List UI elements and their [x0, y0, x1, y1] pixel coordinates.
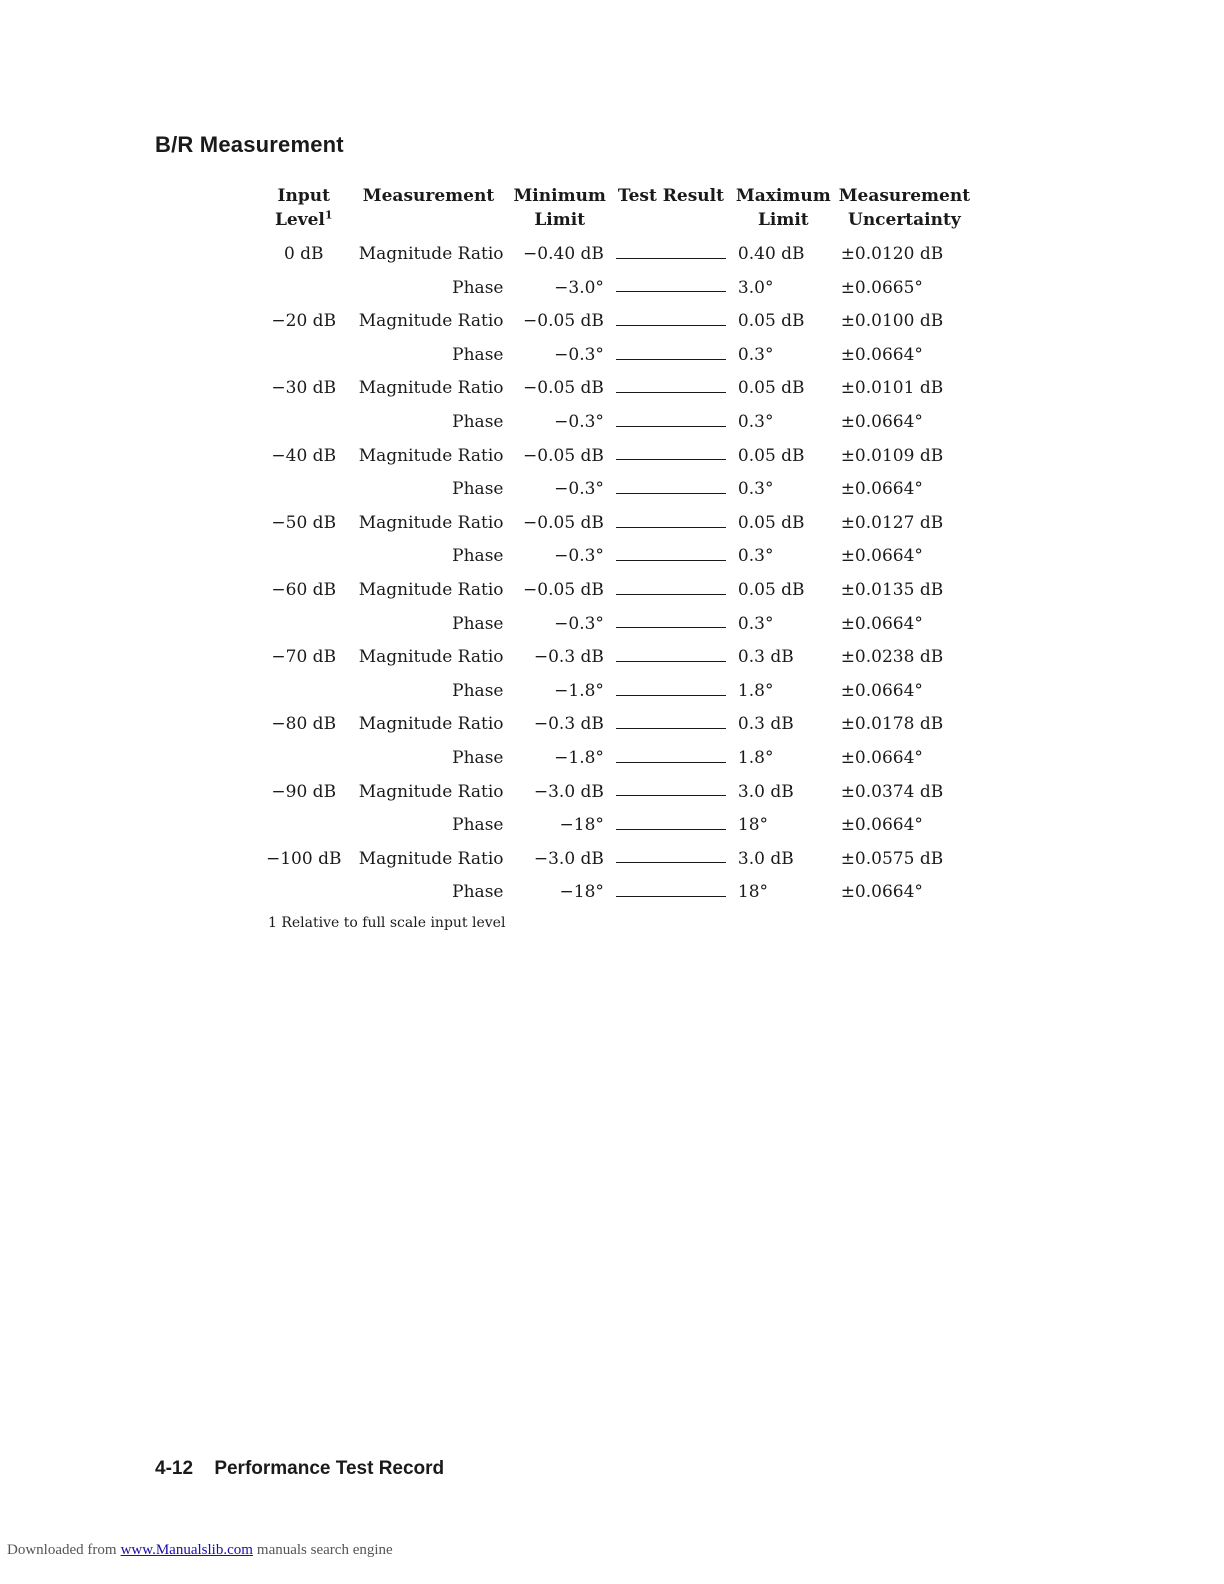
- input-level-cell: [260, 540, 347, 574]
- download-note-prefix: Downloaded from: [7, 1542, 117, 1558]
- test-result-cell[interactable]: [610, 809, 732, 843]
- measurement-cell: Phase: [452, 882, 504, 903]
- test-result-blank-line[interactable]: [616, 593, 726, 595]
- test-result-blank-line[interactable]: [616, 861, 726, 863]
- page-footer-title: Performance Test Record: [214, 1458, 445, 1479]
- maximum-limit-cell: 3.0 dB: [737, 848, 794, 869]
- maximum-limit-cell: 18°: [737, 815, 769, 836]
- uncertainty-cell: ±0.0665°: [840, 277, 923, 298]
- uncertainty-cell: ±0.0664°: [840, 815, 923, 836]
- table-header: [260, 184, 974, 238]
- header-input-level-line2: Level: [274, 210, 325, 230]
- input-level-cell: −50 dB: [271, 512, 337, 533]
- maximum-limit-cell: 0.3°: [737, 344, 774, 365]
- header-input-level: [260, 184, 347, 238]
- uncertainty-cell: ±0.0664°: [840, 613, 923, 634]
- maximum-limit-cell: 0.05 dB: [737, 579, 805, 600]
- test-result-cell[interactable]: [610, 608, 732, 642]
- table-row: [260, 372, 974, 406]
- test-result-cell[interactable]: [610, 238, 732, 272]
- input-level-cell: [260, 272, 347, 306]
- measurement-cell: Magnitude Ratio: [358, 647, 504, 668]
- measurement-cell: Magnitude Ratio: [358, 445, 504, 466]
- uncertainty-cell: ±0.0178 dB: [840, 714, 944, 735]
- test-result-blank-line[interactable]: [616, 761, 726, 763]
- table-row: [260, 473, 974, 507]
- page-footer: [155, 1458, 444, 1480]
- maximum-limit-cell: 0.05 dB: [737, 445, 805, 466]
- minimum-limit-cell: −0.05 dB: [523, 378, 604, 399]
- measurement-cell: Magnitude Ratio: [358, 714, 504, 735]
- test-result-cell[interactable]: [610, 641, 732, 675]
- measurement-cell: Phase: [452, 680, 504, 701]
- minimum-limit-cell: −0.3°: [554, 479, 604, 500]
- minimum-limit-cell: −0.3 dB: [533, 714, 604, 735]
- uncertainty-cell: ±0.0664°: [840, 680, 923, 701]
- maximum-limit-cell: 0.3°: [737, 479, 774, 500]
- table-row: [260, 440, 974, 474]
- minimum-limit-cell: −1.8°: [554, 680, 604, 701]
- input-level-cell: [260, 608, 347, 642]
- maximum-limit-cell: 3.0°: [737, 277, 774, 298]
- maximum-limit-cell: 1.8°: [737, 747, 774, 768]
- measurement-cell: Phase: [452, 747, 504, 768]
- maximum-limit-cell: 18°: [737, 882, 769, 903]
- header-uncertainty-line1: Measurement: [838, 186, 971, 206]
- br-measurement-table: [260, 184, 974, 910]
- input-level-cell: [260, 876, 347, 910]
- table-row: [260, 238, 974, 272]
- uncertainty-cell: ±0.0664°: [840, 546, 923, 567]
- table-body: [260, 238, 974, 910]
- measurement-cell: Phase: [452, 344, 504, 365]
- maximum-limit-cell: 3.0 dB: [737, 781, 794, 802]
- test-result-blank-line[interactable]: [616, 324, 726, 326]
- page-number: 4-12: [155, 1458, 194, 1479]
- table-row: [260, 339, 974, 373]
- test-result-blank-line[interactable]: [616, 492, 726, 494]
- measurement-cell: Phase: [452, 277, 504, 298]
- uncertainty-cell: ±0.0135 dB: [840, 579, 944, 600]
- header-maximum-limit-line1: Maximum: [735, 186, 831, 206]
- test-result-cell[interactable]: [610, 507, 732, 541]
- measurement-cell: Magnitude Ratio: [358, 378, 504, 399]
- header-maximum-limit-line2: Limit: [757, 210, 809, 230]
- table-row: [260, 876, 974, 910]
- input-level-cell: −90 dB: [271, 781, 337, 802]
- test-result-cell[interactable]: [610, 406, 732, 440]
- test-result-cell[interactable]: [610, 742, 732, 776]
- maximum-limit-cell: 0.3°: [737, 613, 774, 634]
- uncertainty-cell: ±0.0109 dB: [840, 445, 944, 466]
- footnote: 1 Relative to full scale input level: [268, 915, 506, 931]
- maximum-limit-cell: 0.05 dB: [737, 378, 805, 399]
- test-result-cell[interactable]: [610, 339, 732, 373]
- input-level-cell: [260, 675, 347, 709]
- minimum-limit-cell: −3.0 dB: [533, 781, 604, 802]
- minimum-limit-cell: −0.05 dB: [523, 311, 604, 332]
- section-title: B/R Measurement: [155, 132, 344, 157]
- minimum-limit-cell: −0.05 dB: [523, 445, 604, 466]
- table-row: [260, 742, 974, 776]
- test-result-cell[interactable]: [610, 708, 732, 742]
- header-minimum-limit-line1: Minimum: [513, 186, 606, 206]
- minimum-limit-cell: −18°: [559, 815, 604, 836]
- minimum-limit-cell: −0.3°: [554, 613, 604, 634]
- test-result-blank-line[interactable]: [616, 425, 726, 427]
- maximum-limit-cell: 0.3 dB: [737, 647, 794, 668]
- header-test-result: [610, 184, 732, 238]
- input-level-cell: [260, 742, 347, 776]
- header-measurement-label: Measurement: [362, 186, 495, 206]
- header-uncertainty-line2: Uncertainty: [848, 210, 961, 230]
- download-note-suffix: manuals search engine: [256, 1542, 393, 1558]
- table-row: [260, 272, 974, 306]
- test-result-cell[interactable]: [610, 473, 732, 507]
- uncertainty-cell: ±0.0127 dB: [840, 512, 944, 533]
- table-row: [260, 776, 974, 810]
- minimum-limit-cell: −3.0 dB: [533, 848, 604, 869]
- measurement-cell: Magnitude Ratio: [358, 579, 504, 600]
- minimum-limit-cell: −0.40 dB: [523, 244, 604, 264]
- input-level-cell: [260, 473, 347, 507]
- maximum-limit-cell: 1.8°: [737, 680, 774, 701]
- test-result-blank-line[interactable]: [616, 660, 726, 662]
- minimum-limit-cell: −1.8°: [554, 747, 604, 768]
- measurement-cell: Magnitude Ratio: [358, 244, 504, 264]
- uncertainty-cell: ±0.0664°: [840, 747, 923, 768]
- measurement-cell: Phase: [452, 613, 504, 634]
- header-input-level-line1: Input: [277, 186, 330, 206]
- minimum-limit-cell: −0.3°: [554, 546, 604, 567]
- header-maximum-limit: [732, 184, 835, 238]
- table-row: [260, 406, 974, 440]
- test-result-blank-line[interactable]: [616, 458, 726, 460]
- measurement-cell: Magnitude Ratio: [358, 311, 504, 332]
- table-row: [260, 809, 974, 843]
- input-level-cell: [260, 809, 347, 843]
- test-result-blank-line[interactable]: [616, 559, 726, 561]
- uncertainty-cell: ±0.0374 dB: [840, 781, 944, 802]
- table-row: [260, 843, 974, 877]
- input-level-cell: −20 dB: [271, 311, 337, 332]
- table-row: [260, 507, 974, 541]
- uncertainty-cell: ±0.0664°: [840, 882, 923, 903]
- minimum-limit-cell: −0.3 dB: [533, 647, 604, 668]
- input-level-cell: 0 dB: [283, 244, 324, 264]
- footnote-marker: 1: [324, 208, 333, 222]
- minimum-limit-cell: −18°: [559, 882, 604, 903]
- input-level-cell: −30 dB: [271, 378, 337, 399]
- minimum-limit-cell: −3.0°: [554, 277, 604, 298]
- measurement-cell: Magnitude Ratio: [358, 512, 504, 533]
- measurement-cell: Magnitude Ratio: [358, 781, 504, 802]
- test-result-blank-line[interactable]: [616, 727, 726, 729]
- test-result-cell[interactable]: [610, 675, 732, 709]
- measurement-cell: Phase: [452, 479, 504, 500]
- measurement-cell: Phase: [452, 815, 504, 836]
- measurement-cell: Magnitude Ratio: [358, 848, 504, 869]
- test-result-blank-line[interactable]: [616, 290, 726, 292]
- uncertainty-cell: ±0.0575 dB: [840, 848, 944, 869]
- input-level-cell: −40 dB: [271, 445, 337, 466]
- uncertainty-cell: ±0.0664°: [840, 479, 923, 500]
- test-result-blank-line[interactable]: [616, 895, 726, 897]
- table-row: [260, 641, 974, 675]
- measurement-cell: Phase: [452, 411, 504, 432]
- header-minimum-limit-line2: Limit: [534, 210, 586, 230]
- test-result-cell[interactable]: [610, 440, 732, 474]
- test-result-cell[interactable]: [610, 843, 732, 877]
- minimum-limit-cell: −0.05 dB: [523, 512, 604, 533]
- maximum-limit-cell: 0.3°: [737, 411, 774, 432]
- uncertainty-cell: ±0.0120 dB: [840, 244, 944, 264]
- input-level-cell: [260, 406, 347, 440]
- maximum-limit-cell: 0.05 dB: [737, 311, 805, 332]
- input-level-cell: −70 dB: [271, 647, 337, 668]
- maximum-limit-cell: 0.05 dB: [737, 512, 805, 533]
- download-note: [7, 1542, 393, 1559]
- test-result-blank-line[interactable]: [616, 391, 726, 393]
- uncertainty-cell: ±0.0664°: [840, 411, 923, 432]
- table-row: [260, 675, 974, 709]
- maximum-limit-cell: 0.3°: [737, 546, 774, 567]
- test-result-cell[interactable]: [610, 776, 732, 810]
- manualslib-link[interactable]: www.Manualslib.com: [120, 1542, 253, 1558]
- minimum-limit-cell: −0.3°: [554, 411, 604, 432]
- test-result-cell[interactable]: [610, 272, 732, 306]
- header-measurement: [347, 184, 509, 238]
- measurement-cell: Phase: [452, 546, 504, 567]
- test-result-blank-line[interactable]: [616, 828, 726, 830]
- header-measurement-uncertainty: [835, 184, 974, 238]
- uncertainty-cell: ±0.0100 dB: [840, 311, 944, 332]
- table-row: [260, 708, 974, 742]
- input-level-cell: −60 dB: [271, 579, 337, 600]
- test-result-blank-line[interactable]: [616, 794, 726, 796]
- test-result-blank-line[interactable]: [616, 257, 726, 259]
- uncertainty-cell: ±0.0664°: [840, 344, 923, 365]
- minimum-limit-cell: −0.05 dB: [523, 579, 604, 600]
- test-result-cell[interactable]: [610, 305, 732, 339]
- uncertainty-cell: ±0.0101 dB: [840, 378, 944, 399]
- minimum-limit-cell: −0.3°: [554, 344, 604, 365]
- header-row: [260, 184, 974, 238]
- table-row: [260, 540, 974, 574]
- test-result-cell[interactable]: [610, 876, 732, 910]
- header-minimum-limit: [509, 184, 609, 238]
- input-level-cell: [260, 339, 347, 373]
- maximum-limit-cell: 0.3 dB: [737, 714, 794, 735]
- header-test-result-label: Test Result: [617, 186, 724, 206]
- input-level-cell: −100 dB: [266, 848, 342, 869]
- test-result-blank-line[interactable]: [616, 626, 726, 628]
- table-row: [260, 608, 974, 642]
- test-result-blank-line[interactable]: [616, 694, 726, 696]
- test-result-cell[interactable]: [610, 540, 732, 574]
- input-level-cell: −80 dB: [271, 714, 337, 735]
- test-result-blank-line[interactable]: [616, 526, 726, 528]
- table-row: [260, 305, 974, 339]
- test-result-blank-line[interactable]: [616, 358, 726, 360]
- uncertainty-cell: ±0.0238 dB: [840, 647, 944, 668]
- maximum-limit-cell: 0.40 dB: [737, 244, 805, 264]
- table-row: [260, 574, 974, 608]
- test-result-cell[interactable]: [610, 574, 732, 608]
- test-result-cell[interactable]: [610, 372, 732, 406]
